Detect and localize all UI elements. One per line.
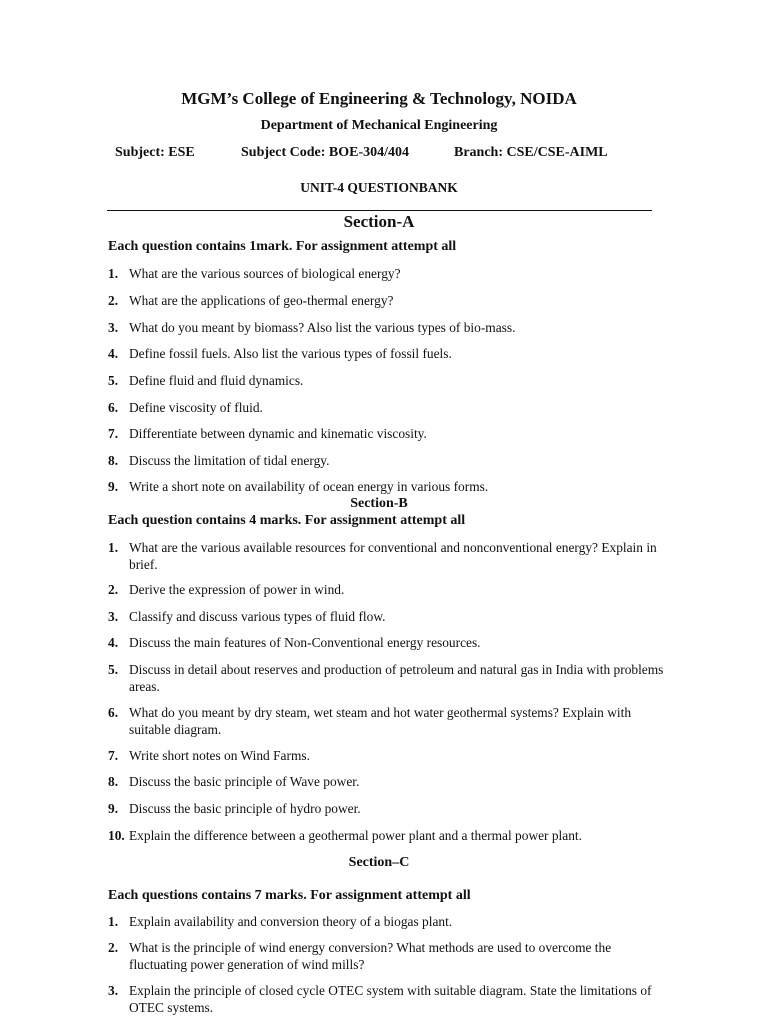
question-text: What do you meant by dry steam, wet steam and hot water geothermal systems? Explain with suitable diagram.: [129, 705, 632, 737]
question-text: Define fossil fuels. Also list the various types of fossil fuels.: [129, 346, 452, 361]
question-number: 8.: [108, 774, 119, 789]
question-number: 6.: [108, 400, 119, 415]
list-item: [108, 940, 668, 973]
question-number: 9.: [108, 479, 119, 494]
list-item: [108, 828, 668, 845]
list-item: [108, 266, 668, 283]
question-text: Discuss the basic principle of hydro power.: [129, 801, 361, 816]
question-text: Explain the principle of closed cycle OTEC system with suitable diagram. State the limitations of OTEC systems.: [129, 983, 652, 1015]
list-item: [108, 293, 668, 310]
list-item: [108, 400, 668, 417]
question-number: 8.: [108, 453, 119, 468]
question-text: Discuss the limitation of tidal energy.: [129, 453, 330, 468]
question-number: 1.: [108, 540, 119, 555]
question-text: Explain the difference between a geothermal power plant and a thermal power plant.: [129, 828, 582, 843]
question-text: What are the applications of geo-thermal energy?: [129, 293, 394, 308]
question-number: 10.: [108, 828, 125, 843]
question-text: What are the various sources of biological energy?: [129, 266, 401, 281]
list-item: [108, 635, 668, 652]
question-number: 7.: [108, 748, 119, 763]
question-text: Write a short note on availability of ocean energy in various forms.: [129, 479, 489, 494]
subject-label: Subject: ESE: [115, 145, 195, 160]
question-text: Define fluid and fluid dynamics.: [129, 373, 304, 388]
question-text: Define viscosity of fluid.: [129, 400, 263, 415]
section-c-instruction: Each questions contains 7 marks. For assignment attempt all: [108, 888, 471, 903]
list-item: [108, 540, 668, 573]
subject-code-label: Subject Code: BOE-304/404: [241, 145, 409, 160]
question-number: 4.: [108, 346, 119, 361]
section-c-title: Section–C: [348, 855, 410, 870]
question-number: 7.: [108, 426, 119, 441]
question-text: Discuss the basic principle of Wave power.: [129, 774, 360, 789]
list-item: [108, 426, 668, 443]
section-a-title: Section-A: [343, 212, 415, 231]
question-number: 3.: [108, 983, 119, 998]
question-number: 3.: [108, 609, 119, 624]
question-text: Explain availability and conversion theory of a biogas plant.: [129, 914, 453, 929]
question-number: 6.: [108, 705, 119, 720]
list-item: [108, 748, 668, 765]
list-item: [108, 609, 668, 626]
question-number: 1.: [108, 266, 119, 281]
question-number: 1.: [108, 914, 119, 929]
question-number: 5.: [108, 662, 119, 677]
list-item: [108, 801, 668, 818]
question-number: 3.: [108, 320, 119, 335]
question-text: What are the various available resources for conventional and nonconventional energy? Explain in brief.: [129, 540, 657, 572]
section-b-instruction: Each question contains 4 marks. For assignment attempt all: [108, 513, 466, 528]
question-text: Write short notes on Wind Farms.: [129, 748, 310, 763]
section-a-instruction: Each question contains 1mark. For assignment attempt all: [108, 239, 457, 254]
list-item: [108, 983, 668, 1016]
department-name: Department of Mechanical Engineering: [260, 118, 498, 133]
question-number: 2.: [108, 582, 119, 597]
list-item: [108, 479, 668, 496]
list-item: [108, 346, 668, 363]
branch-label: Branch: CSE/CSE-AIML: [454, 145, 608, 160]
list-item: [108, 320, 668, 337]
question-number: 9.: [108, 801, 119, 816]
list-item: [108, 662, 668, 695]
unit-title: UNIT-4 QUESTIONBANK: [300, 180, 458, 195]
question-number: 4.: [108, 635, 119, 650]
question-text: What do you meant by biomass? Also list the various types of bio-mass.: [129, 320, 516, 335]
question-number: 2.: [108, 940, 119, 955]
list-item: [108, 453, 668, 470]
list-item: [108, 774, 668, 791]
college-name: MGM’s College of Engineering & Technology, NOIDA: [181, 89, 577, 108]
question-text: Classify and discuss various types of fluid flow.: [129, 609, 386, 624]
section-b-title: Section-B: [350, 496, 408, 511]
list-item: [108, 705, 668, 738]
header-divider: [107, 210, 652, 211]
question-text: Derive the expression of power in wind.: [129, 582, 345, 597]
question-text: What is the principle of wind energy conversion? What methods are used to overcome the fluctuating power generation of wind mills?: [129, 940, 612, 972]
question-number: 5.: [108, 373, 119, 388]
question-number: 2.: [108, 293, 119, 308]
question-text: Discuss the main features of Non-Conventional energy resources.: [129, 635, 481, 650]
question-text: Discuss in detail about reserves and production of petroleum and natural gas in India with problems areas.: [129, 662, 664, 694]
list-item: [108, 582, 668, 599]
list-item: [108, 373, 668, 390]
question-text: Differentiate between dynamic and kinematic viscosity.: [129, 426, 427, 441]
list-item: [108, 914, 668, 931]
